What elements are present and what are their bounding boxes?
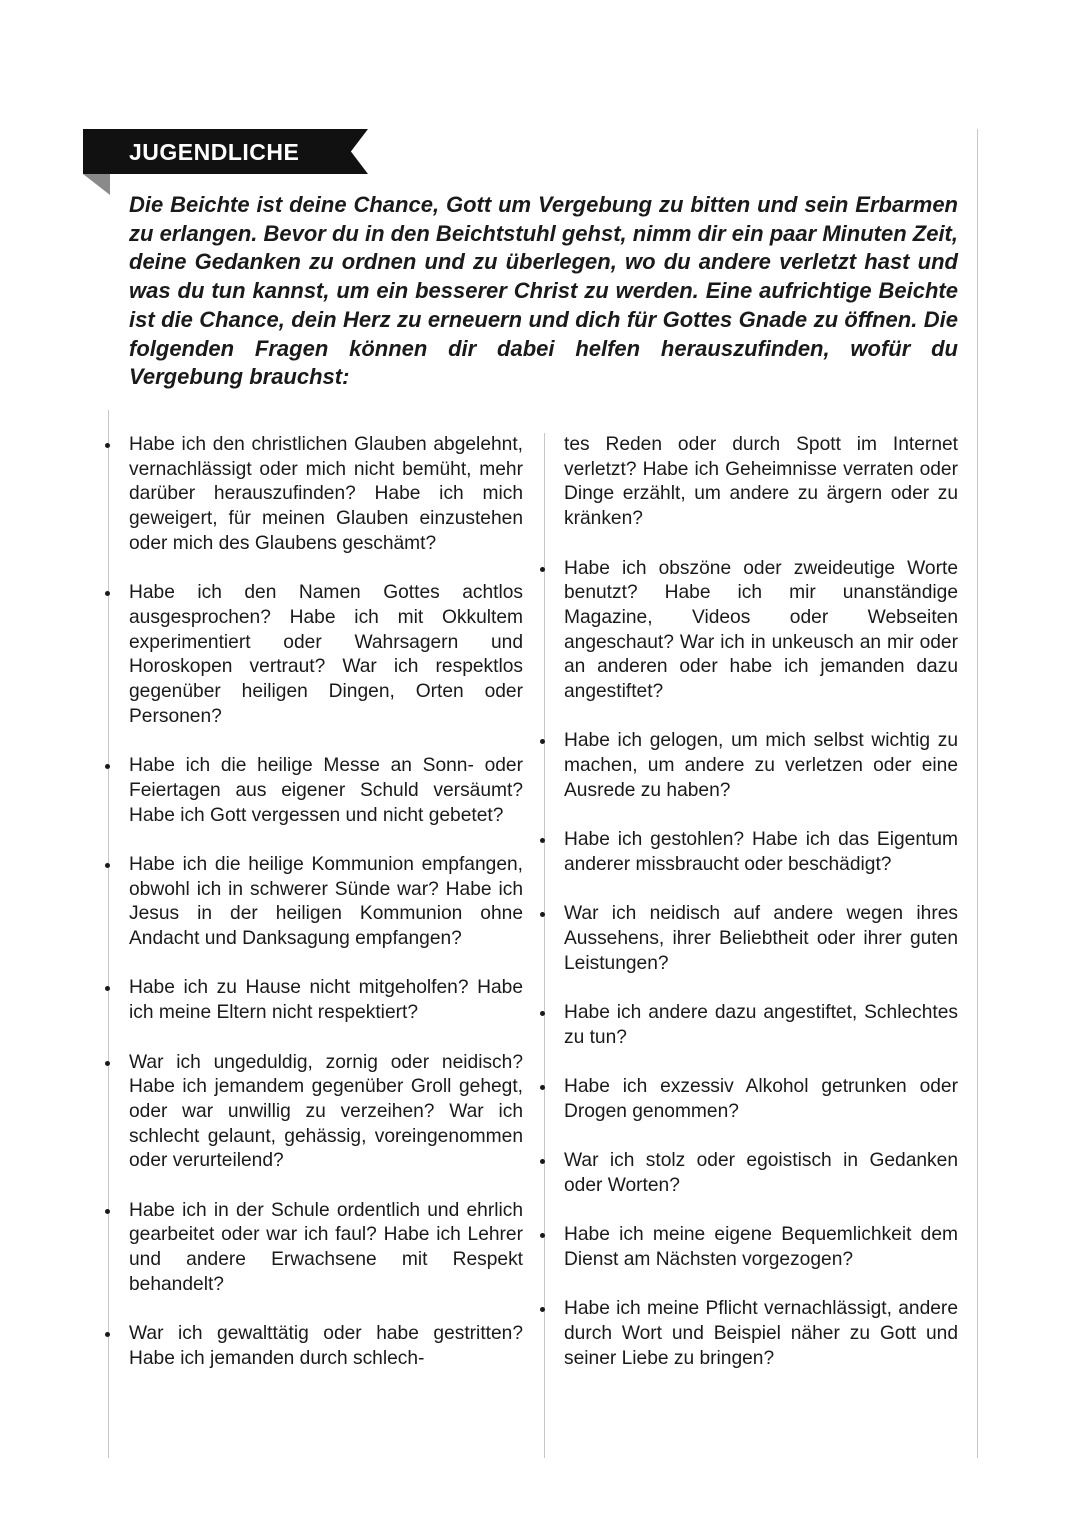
bullet-icon [105,1332,110,1337]
question-item: Habe ich zu Hause nicht mitgeholfen? Habe ich meine Eltern nicht respektiert? [129,976,523,1025]
bullet-icon [105,764,110,769]
question-item: Habe ich exzessiv Alkohol getrunken oder Drogen genommen? [564,1075,958,1124]
question-item-continuation: tes Reden oder durch Spott im Internet verletzt? Habe ich Geheimnisse verraten oder Dinge erzählt, um andere zu ärgern oder zu kränken? [564,434,958,530]
question-item: Habe ich den Namen Gottes achtlos ausgesprochen? Habe ich mit Okkultem experimentiert oder Wahrsagern und Horoskopen vertraut? War ich respektlos gegenüber heiligen Dingen, Orten oder Personen? [129,581,523,729]
bullet-icon [105,1061,110,1066]
question-item: Habe ich andere dazu angestiftet, Schlechtes zu tun? [564,1001,958,1050]
question-item: Habe ich den christlichen Glauben abgelehnt, vernachlässigt oder mich nicht bemüht, mehr darüber herauszufinden? Habe ich mich geweigert, für meinen Glauben einzustehen oder mich des Glaubens geschämt? [129,433,523,557]
intro-paragraph: Die Beichte ist deine Chance, Gott um Vergebung zu bitten und sein Erbarmen zu erlangen. Bevor du in den Beichtstuhl gehst, nimm dir ein paar Minuten Zeit, deine Gedanken zu ordnen und zu überlegen, wo du andere verletzt hast und was du tun kannst, um ein besserer Christ zu werden. Eine aufrichtige Beichte ist die Chance, dein Herz zu erneuern und dich für Gottes Gnade zu öffnen. Die folgenden Fragen können dir dabei helfen herauszufinden, wofür du Vergebung brauchst: [129,192,958,390]
question-item: Habe ich in der Schule ordentlich und ehrlich gearbeitet oder war ich faul? Habe ich Lehrer und andere Erwachsene mit Respekt behandelt? [129,1199,523,1298]
question-item: Habe ich die heilige Kommunion empfangen, obwohl ich in schwerer Sünde war? Habe ich Jesus in der heiligen Kommunion ohne Andacht und Danksagung empfangen? [129,853,523,952]
question-item: War ich ungeduldig, zornig oder neidisch? Habe ich jemandem gegenüber Groll gehegt, oder war unwillig zu verzeihen? War ich schlecht gelaunt, gehässig, voreingenommen oder verurteilend? [129,1051,523,1175]
question-item: Habe ich gestohlen? Habe ich das Eigentum anderer missbraucht oder beschädigt? [564,828,958,877]
question-item: Habe ich gelogen, um mich selbst wichtig zu machen, um andere zu verletzen oder eine Ausrede zu haben? [564,729,958,803]
heading-banner-fold [83,174,110,195]
section-heading: JUGENDLICHE [129,139,300,165]
question-item: War ich stolz oder egoistisch in Gedanken oder Worten? [564,1149,958,1198]
bullet-icon [105,863,110,868]
bullet-icon [105,443,110,448]
left-margin-line [108,410,109,1458]
question-item: War ich neidisch auf andere wegen ihres Aussehens, ihrer Beliebtheit oder ihrer guten Leistungen? [564,902,958,976]
bullet-icon [540,567,545,572]
bullet-icon [105,591,110,596]
bullet-icon [105,986,110,991]
question-item: Habe ich meine Pflicht vernachlässigt, andere durch Wort und Beispiel näher zu Gott und seiner Liebe zu bringen? [564,1297,958,1371]
bullet-icon [105,1209,110,1214]
question-item: Habe ich die heilige Messe an Sonn- oder Feiertagen aus eigener Schuld versäumt? Habe ich Gott vergessen und nicht gebetet? [129,754,523,828]
question-item: Habe ich obszöne oder zweideutige Worte benutzt? Habe ich mir unanständige Magazine, Videos oder Webseiten angeschaut? War ich in unkeusch an mir oder an anderen oder habe ich jemanden dazu angestiftet? [564,557,958,705]
left-column [129,433,523,1396]
right-column [564,433,958,1396]
question-item: War ich gewalttätig oder habe gestritten? Habe ich jemanden durch schlech- [129,1322,523,1371]
column-divider-line [544,433,545,1458]
right-margin-line [977,129,978,1458]
question-item: Habe ich meine eigene Bequemlichkeit dem Dienst am Nächsten vorgezogen? [564,1223,958,1272]
